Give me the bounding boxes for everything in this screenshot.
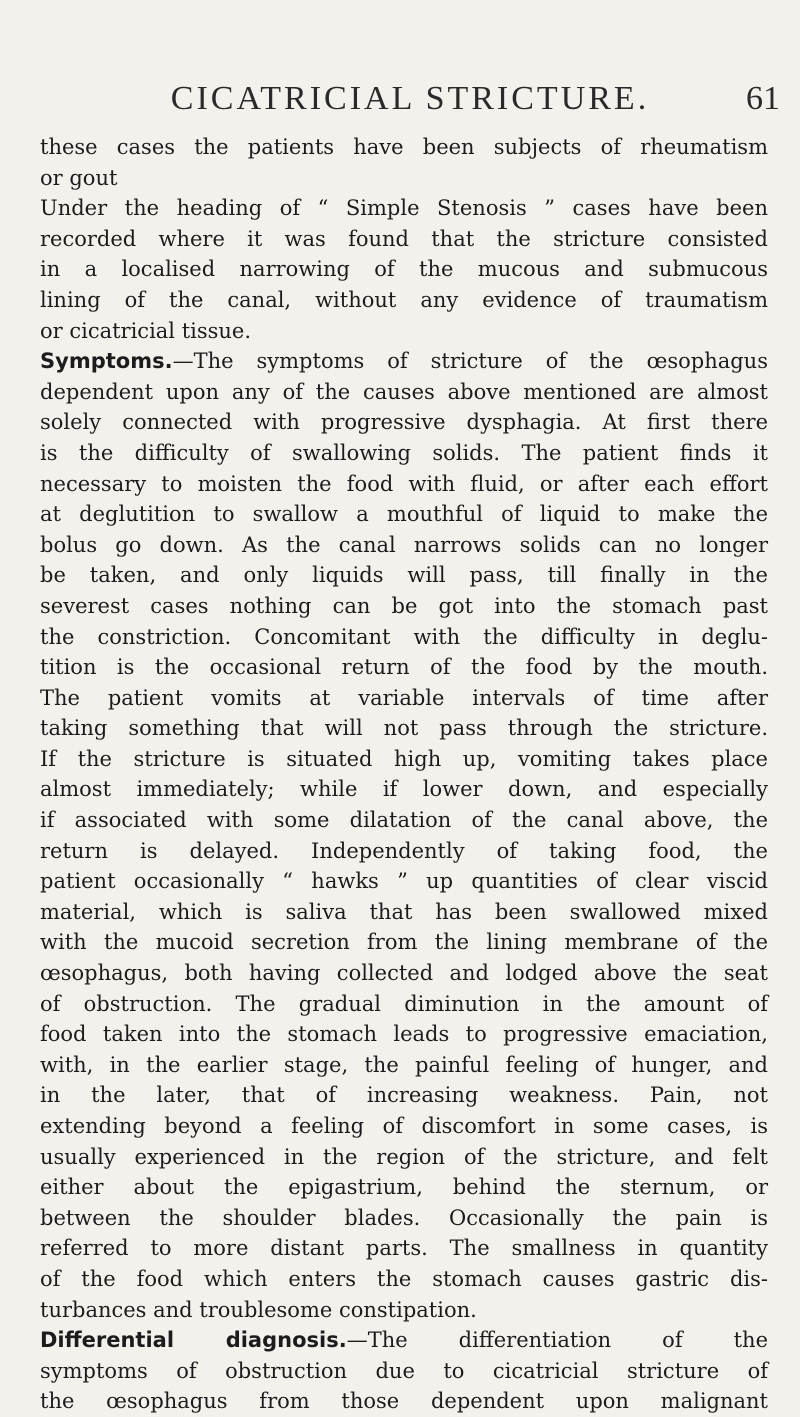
text-line [40,1386,768,1417]
text-line [40,744,768,775]
section-heading: Differential diagnosis. [40,1328,347,1353]
line-text: recorded where it was found that the stricture consisted [40,226,768,251]
line-text: in the later, that of increasing weakness. Pain, not [40,1083,768,1108]
text-line [40,377,768,408]
line-text: Under the heading of “ Simple Stenosis ” cases have been [40,196,768,221]
line-text: with the mucoid secretion from the lining membrane of the [40,930,768,955]
line-text: taking something that will not pass through the stricture. [40,716,768,741]
text-line [40,285,768,316]
text-line [40,438,768,469]
text-line [40,1172,768,1203]
text-line [40,1080,768,1111]
text-line [40,1233,768,1264]
text-line [40,1019,768,1050]
line-text: these cases the patients have been subjects of rheumatism [40,135,768,159]
text-line [40,132,768,163]
text-line [40,622,768,653]
text-line [40,469,768,500]
text-line [40,224,768,255]
text-line [40,927,768,958]
line-text: material, which is saliva that has been swallowed mixed [40,899,768,924]
line-text: is the difficulty of swallowing solids. The patient finds it [40,440,768,465]
line-text: or cicatricial tissue. [40,318,252,343]
text-line [40,163,768,194]
line-text: at deglutition to swallow a mouthful of liquid to make the [40,502,768,527]
text-line [40,958,768,989]
line-text: extending beyond a feeling of discomfort in some cases, is [40,1114,768,1138]
text-line [40,1356,768,1387]
line-text: almost immediately; while if lower down, and especially [40,777,768,802]
section-heading: Symptoms. [40,349,173,374]
line-text: necessary to moisten the food with fluid, or after each effort [40,471,768,496]
text-line [40,193,768,224]
line-text: return is delayed. Independently of taking food, the [40,838,768,863]
text-line [40,346,768,377]
text-line [40,560,768,591]
text-line [40,1325,768,1356]
line-text: If the stricture is situated high up, vomiting takes place [40,746,768,771]
text-line [40,316,768,347]
line-text: be taken, and only liquids will pass, till finally in the [40,563,768,588]
line-text: tition is the occasional return of the food by the mouth. [40,655,768,680]
text-line [40,499,768,530]
line-text: usually experienced in the region of the stricture, and felt [40,1144,768,1169]
line-text: or gout [40,165,118,190]
text-line [40,836,768,867]
line-text: lining of the canal, without any evidence of traumatism [40,287,768,312]
line-text: either about the epigastrium, behind the sternum, or [40,1175,768,1200]
text-line [40,713,768,744]
line-text: symptoms of obstruction due to cicatricial stricture of [40,1358,768,1383]
text-line [40,407,768,438]
line-text: œsophagus, both having collected and lodged above the seat [40,961,768,986]
line-text: patient occasionally “ hawks ” up quantities of clear viscid [40,869,768,894]
line-text: solely connected with progressive dysphagia. At first there [40,410,768,435]
line-text: with, in the earlier stage, the painful feeling of hunger, and [40,1052,768,1077]
text-line [40,1142,768,1173]
text-line [40,254,768,285]
line-text: of obstruction. The gradual diminution in the amount of [40,991,768,1016]
page-title: CICATRICIAL STRICTURE. [170,80,650,117]
line-text: the constriction. Concomitant with the difficulty in deglu- [40,624,768,649]
text-line [40,897,768,928]
running-header [40,80,780,126]
line-text: dependent upon any of the causes above mentioned are almost [40,379,768,404]
text-line [40,1050,768,1081]
text-line [40,652,768,683]
text-line [40,591,768,622]
text-line [40,683,768,714]
line-text: —The differentiation of the [346,1328,768,1353]
line-text: The patient vomits at variable intervals of time after [40,685,768,710]
line-text: severest cases nothing can be got into the stomach past [40,593,768,618]
text-line [40,989,768,1020]
line-text: of the food which enters the stomach causes gastric dis- [40,1266,768,1291]
line-text: turbances and troublesome constipation. [40,1297,477,1322]
line-text: referred to more distant parts. The smallness in quantity [40,1236,768,1261]
line-text: —The symptoms of stricture of the œsophagus [172,349,768,374]
line-text: between the shoulder blades. Occasionally the pain is [40,1205,768,1230]
line-text: the œsophagus from those dependent upon malignant [40,1389,768,1414]
text-line [40,805,768,836]
text-line [40,530,768,561]
text-line [40,1203,768,1234]
line-text: in a localised narrowing of the mucous and submucous [40,257,768,282]
body-text [40,132,768,1417]
text-line [40,1264,768,1295]
line-text: if associated with some dilatation of the canal above, the [40,808,768,833]
text-line [40,1295,768,1326]
line-text: food taken into the stomach leads to progressive emaciation, [40,1022,768,1047]
text-line [40,774,768,805]
text-line [40,1111,768,1142]
line-text: bolus go down. As the canal narrows solids can no longer [40,532,768,557]
page-number: 61 [746,80,780,117]
text-line [40,866,768,897]
